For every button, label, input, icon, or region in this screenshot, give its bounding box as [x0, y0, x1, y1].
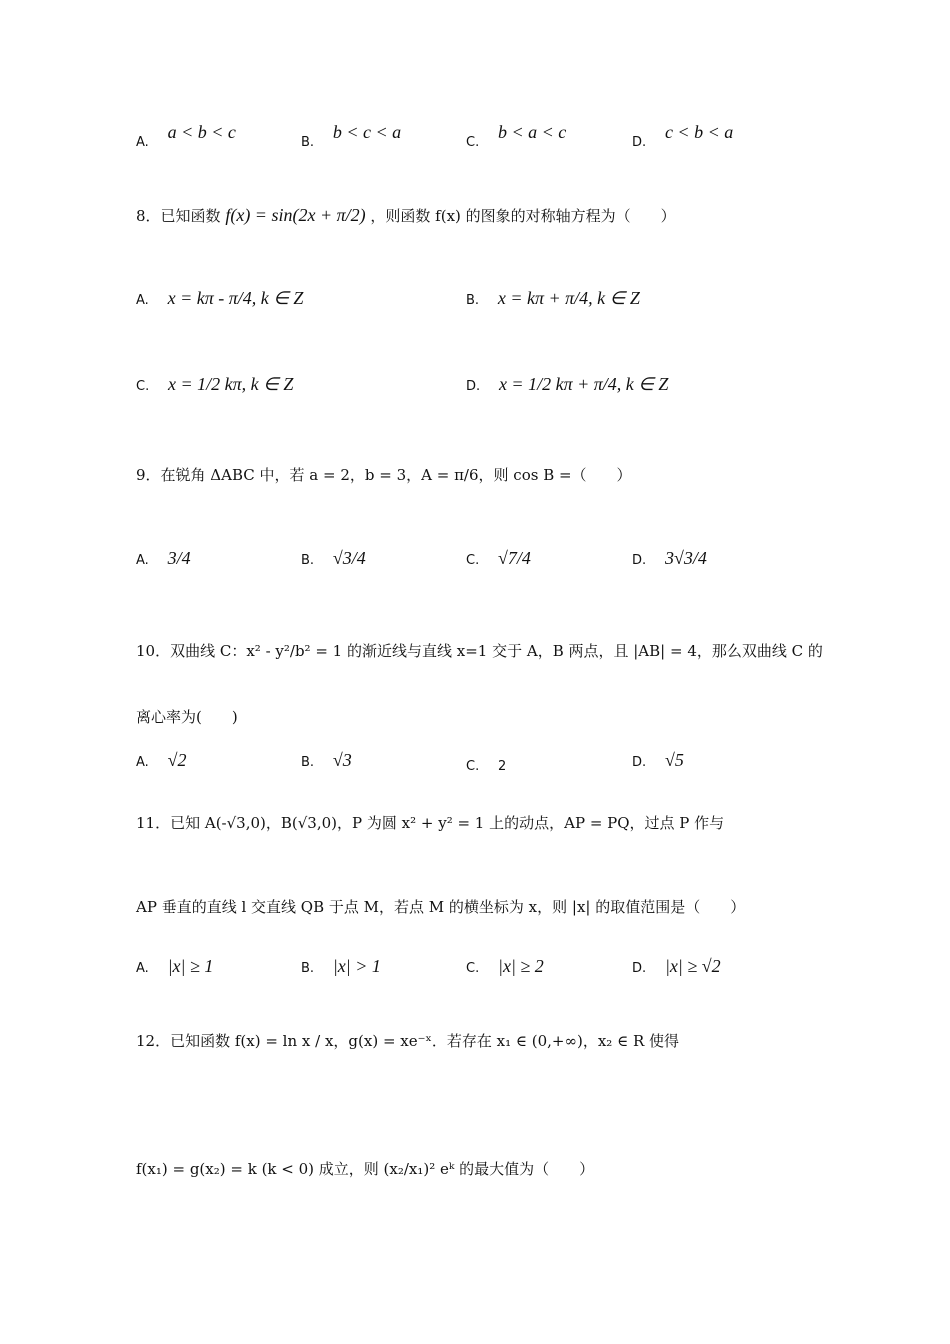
q8-option-a: A. x = kπ - π/4, k ∈ Z: [136, 288, 304, 308]
q8-option-c: C. x = 1/2 kπ, k ∈ Z: [136, 374, 294, 394]
q7-option-c: C. b < a < c: [466, 122, 567, 150]
q11-option-b: B. |x| > 1: [301, 956, 381, 976]
q9-option-a: A. 3/4: [136, 548, 191, 568]
q9-option-b: B. √3/4: [301, 548, 366, 568]
q11-stem-line2: AP 垂直的直线 l 交直线 QB 于点 M，若点 M 的横坐标为 x，则 |x| 的取值范围是（ ）: [136, 898, 746, 916]
q10-option-d: D. √5: [632, 750, 684, 770]
q11-option-c: C. |x| ≥ 2: [466, 956, 544, 976]
q9-option-d: D. 3√3/4: [632, 548, 707, 568]
q8-stem: 8．已知函数 f(x) = sin(2x + π/2) ，则函数 f(x) 的图象的对称轴方程为（ ）: [136, 205, 676, 225]
q10-stem: 10．双曲线 C：x² - y²/b² = 1 的渐近线与直线 x=1 交于 A，B 两点，且 |AB| = 4，那么双曲线 C 的: [136, 642, 823, 660]
q12-stem-line2: f(x₁) = g(x₂) = k (k < 0) 成立，则 (x₂/x₁)² eᵏ 的最大值为（ ）: [136, 1160, 595, 1178]
q8-option-d: D. x = 1/2 kπ + π/4, k ∈ Z: [466, 374, 669, 394]
q7-option-a: A. a < b < c: [136, 122, 236, 150]
q11-option-a: A. |x| ≥ 1: [136, 956, 214, 976]
q7-option-d: D. c < b < a: [632, 122, 734, 150]
q11-stem: 11．已知 A(-√3,0)，B(√3,0)，P 为圆 x² + y² = 1 上的动点，AP = PQ，过点 P 作与: [136, 814, 725, 832]
q7-option-b: B. b < c < a: [301, 122, 402, 150]
q10-option-a: A. √2: [136, 750, 187, 770]
q9-stem: 9．在锐角 ΔABC 中，若 a = 2，b = 3，A = π/6，则 cos B =（ ）: [136, 466, 632, 484]
q10-option-b: B. √3: [301, 750, 352, 770]
q10-stem-line2: 离心率为( ): [136, 708, 238, 726]
q12-stem: 12．已知函数 f(x) = ln x / x，g(x) = xe⁻ˣ．若存在 x₁ ∈ (0,+∞)，x₂ ∈ R 使得: [136, 1032, 680, 1050]
q8-option-b: B. x = kπ + π/4, k ∈ Z: [466, 288, 640, 308]
q10-option-c: C. 2: [466, 759, 507, 774]
q11-option-d: D. |x| ≥ √2: [632, 956, 721, 976]
q9-option-c: C. √7/4: [466, 548, 531, 568]
